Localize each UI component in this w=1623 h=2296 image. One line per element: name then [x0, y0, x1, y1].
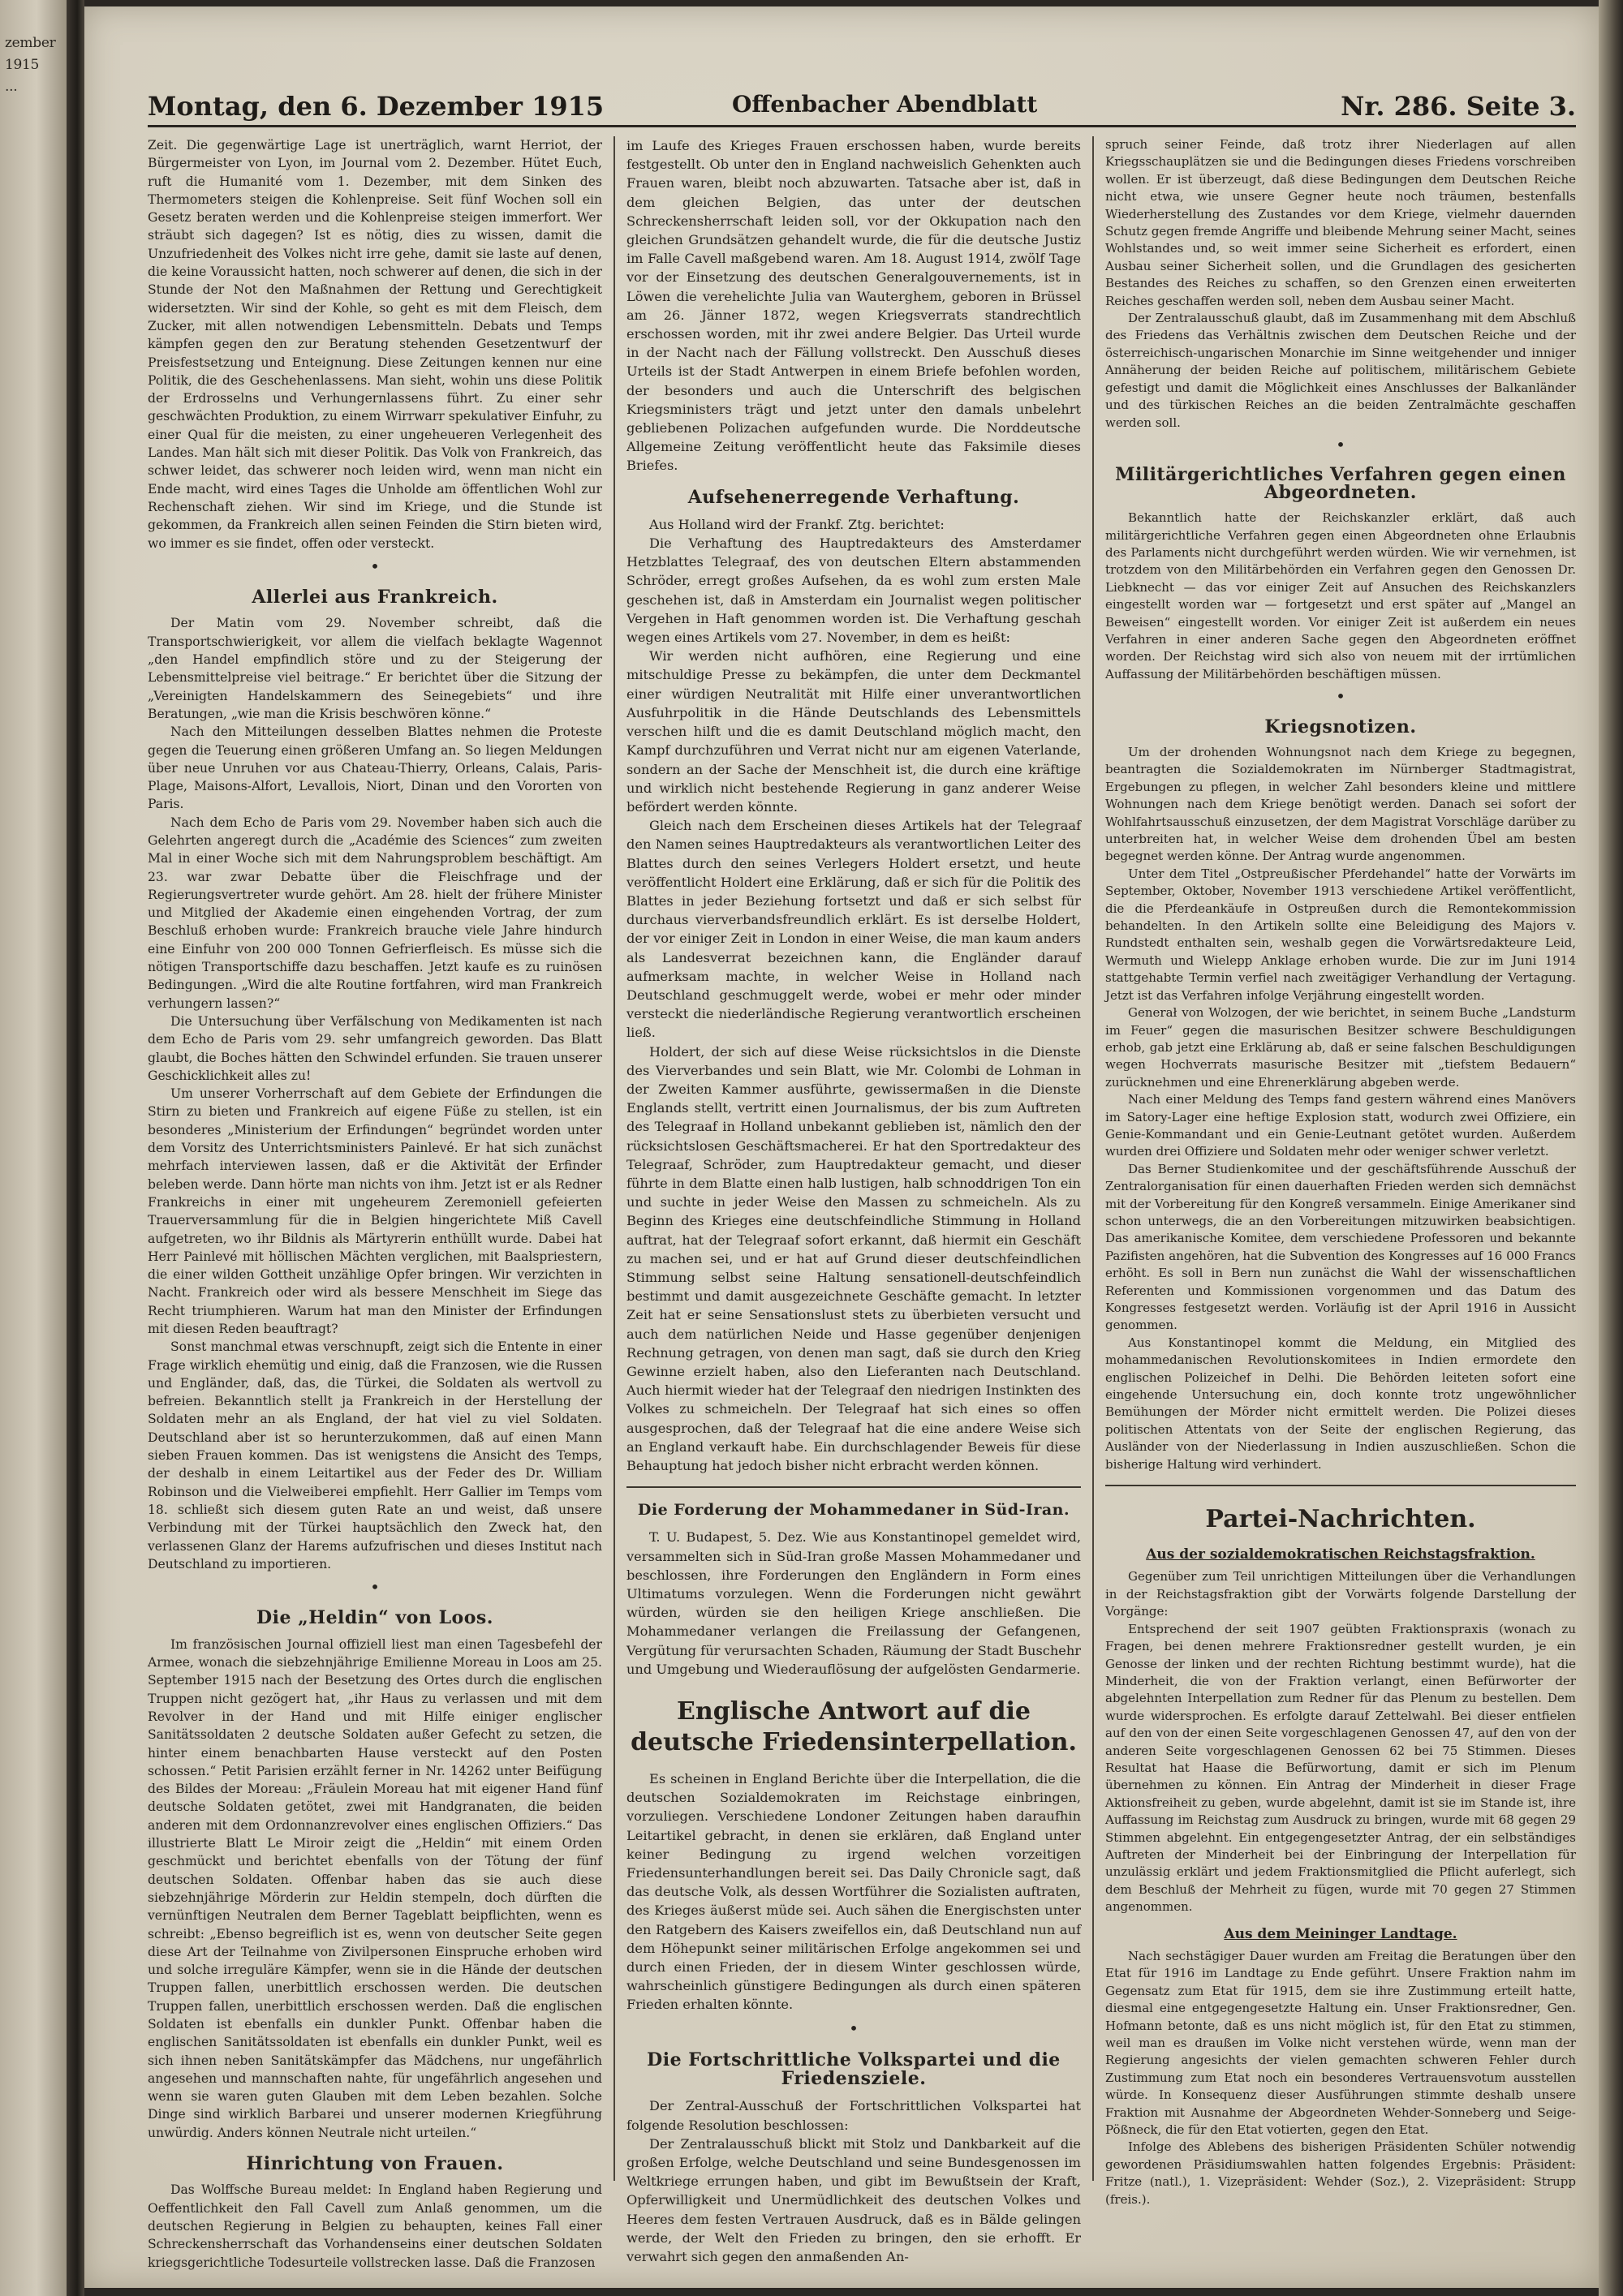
article-paragraph: Nach den Mitteilungen desselben Blattes nehmen die Proteste gegen die Teuerung einen größeren Umfang an. So liegen Meldungen über neue Unruhen vor aus Chateau-Thierry, Orleans, Calais, Paris-Plage, Maisons-Alfort, Levallois, Niort, Dinan und den Vororten von Paris. — [148, 724, 602, 812]
section-divider — [1105, 1485, 1576, 1486]
article-paragraph: Gegenüber zum Teil unrichtigen Mitteilungen über die Verhandlungen in der Reichstagsfraktion gibt der Vorwärts folgende Darstellung der Vorgänge: — [1105, 1569, 1576, 1619]
article-heading: Kriegsnotizen. — [1264, 716, 1417, 737]
article-paragraph: Zeit. Die gegenwärtige Lage ist unerträglich, warnt Herriot, der Bürgermeister von Lyon, im Journal vom 2. Dezember. Hütet Euch, ruft die Humanité vom 1. Dezember, mit dem Sinken des Thermometers steigen die Kohlenpreise. Seit fünf Wochen soll ein Gesetz beraten werden und die Kohlenpreise steigen immerfort. Wer sträubt sich dagegen? Ist es nötig, dies zu wissen, damit die Unzufriedenheit des Volkes nicht irre gehe, damit sie laste auf denen, die keine Voraussicht hatten, noch schwerer auf denen, die sich in der Stunde der Not den Maßnahmen der Rettung und Gerechtigkeit widersetzten. Wir sind der Kohle, so geht es mit dem Fleisch, dem Zucker, mit allen notwendigen Lebensmitteln. Debats und Temps kämpfen gegen den zur Beratung stehenden Gesetzentwurf der Preisfestsetzung und Enteignung. Diese Zeitungen kennen nur eine Politik, die des Geschehenlassens. Man sieht, wohin uns diese Politik der Erdrosselns und Verhungernlassens führt. Zu einer sehr geschwächten Produktion, zu einem Wirrwarr spekulativer Einfuhr, zu einer Qual für die meisten, zu einer ungeheueren Verlegenheit des Landes. Man hält sich mit dieser Politik. Das Volk von Frankreich, das schwer leidet, das schwerer noch leiden wird, wenn man nicht ein Ende macht, wird eines Tages die Unholde am öffentlichen Wohl zur Rechenschaft ziehen. Wir sind im Kriege, und die Stunde ist gekommen, da Frankreich allen seinen Feinden die Stirn bieten wird, wo immer es sie findet, offen oder versteckt. — [148, 138, 602, 551]
article-paragraph: Infolge des Ablebens des bisherigen Präsidenten Schüler notwendig gewordenen Präsidiumswahlen hatten folgendes Ergebnis: Präsident: Fritze (natl.), 1. Vizepräsident: Wehder (Soz.), 2. Vizepräsident: Strupp (freis.). — [1105, 2139, 1576, 2207]
right-page-edge — [1599, 0, 1623, 2296]
article-paragraph: Der Zentralausschuß blickt mit Stolz und Dankbarkeit auf die großen Erfolge, welche Deutschland und seine Bundesgenossen im Weltkriege errungen haben, und gibt im Bewußtsein der Kraft, Opferwilligkeit und Unermüdlichkeit des deutschen Volkes und Heeres dem festen Vertrauen Ausdruck, daß es in Bälde gelingen werde, der Welt den Frieden zu bringen, den sie erhofft. Er verwahrt sich gegen den anmaßenden An- — [626, 2135, 1081, 2264]
article-subheading: Aus dem Meininger Landtage. — [1224, 1925, 1457, 1942]
article-heading: Aufsehenerregende Verhaftung. — [687, 486, 1020, 508]
column-2 — [626, 136, 1081, 2266]
column-1 — [148, 136, 602, 2272]
article-paragraph: Holdert, der sich auf diese Weise rücksichtslos in die Dienste des Vierverbandes und sein Blatt, wie Mr. Colombi de Lohman in der Zweiten Kammer ausführte, gewissermaßen in die Dienste Englands stellt, vertritt einen Journalismus, der bis zum Auftreten des Telegraaf in Holland unbekannt geblieben ist, nämlich den der rücksichtslosen Geschäftsmacherei. Er hat den Sportredakteur des Telegraaf, Schröder, zum Hauptredakteur gemacht, und dieser führte in dem Blatte einen halb lustigen, halb schnoddrigen Ton ein und suchte in jeder Weise den Massen zu schmeicheln. Als zu Beginn des Krieges eine deutschfeindliche Stimmung in Holland auftrat, hat der Telegraaf sofort erkannt, daß hiermit ein Geschäft zu machen sei, und er hat auf Grund dieser deutschfeindlichen Stimmung selbst seine Haltung sensationell-deutschfeindlich bestimmt und damit ausgezeichnete Geschäfte gemacht. In letzter Zeit hat er seine Sensationslust stets zu überbieten versucht und auch dem natürlichen Neide und Hasse gegenüber denjenigen Rechnung getragen, von denen man sagt, daß sie durch den Krieg Gewinne erzielt haben, also den Lieferanten nach Deutschland. Auch hiermit wieder hat der Telegraaf den niedrigen Instinkten des Volkes zu schmeicheln. Der Telegraaf hat sich eines so offen ausgesprochen, daß der Telegraaf hat die eine andere Weise sich an England verkauft habe. Ein durchschlagender Beweis für diese Behauptung hat jedoch bisher nicht erbracht werden können. — [626, 1043, 1081, 1474]
separator-bullet: • — [1336, 686, 1345, 707]
article-paragraph: Es scheinen in England Berichte über die Interpellation, die die deutschen Sozialdemokraten im Reichstage einbringen, vorzuliegen. Verschiedene Londoner Zeitungen haben daraufhin Leitartikel gebracht, in denen sie erklären, daß England unter keiner Bedingung zu irgend welchen vorzeitigen Friedensunterhandlungen bereit sei. Das Daily Chronicle sagt, daß das deutsche Volk, als dessen Wortführer die Sozialisten auftraten, des Krieges äußerst müde sei. Auch sähen die Energischsten unter den Ratgebern des Kaisers zweifellos ein, daß Deutschland nun auf dem Höhepunkt seiner militärischen Erfolge angekommen sei und durch einen Frieden, der in diesem Winter geschlossen würde, wahrscheinlich günstigere Bedingungen als durch einen späteren Frieden erhalten könnte. — [626, 1771, 1081, 2013]
article-paragraph: Um unserer Vorherrschaft auf dem Gebiete der Erfindungen die Stirn zu bieten und Frankreich auf eigene Füße zu stellen, ist ein besonderes „Ministerium der Erfindungen“ begründet worden unter dem Vorsitz des Unterrichtsministers Painlevé. Er hat sich zunächst mehrfach interviewen lassen, daß er die Aktivität der Erfinder beleben werde. Dann hörte man nichts von ihm. Jetzt ist er als Redner Frankreichs in einer mit ungeheurem Zeremoniell gefeierten Trauerversammlung für die in Belgien hingerichtete Miß Cavell aufgetreten, wo ihr Bildnis als Märtyrerin enthüllt wurde. Dabei hat Herr Painlevé mit höllischen Mächten verglichen, mit Baalspriestern, die einer wilden Gottheit unzählige Opfer bringen. Wir verzichten in Nacht. Frankreich oder wird als bessere Menschheit im Siege das Recht triumphieren. Warum hat man den Minister der Erfindungen mit diesen Reden beauftragt? — [148, 1086, 602, 1336]
newspaper-page — [84, 6, 1599, 2288]
article-paragraph: Entsprechend der seit 1907 geübten Fraktionspraxis (wonach zu Fragen, bei denen mehrere Fraktionsredner gestellt wurden, je ein Genosse der linken und der rechten Richtung bestimmt wurde), hat die Minderheit, die von der Fraktion verlangt, einen Befürworter der abgelehnten Interpellation zum Redner für das Plenum zu bestellen. Dem wurde widersprochen. Es erfolgte darauf Zettelwahl. Bei dieser entfielen auf den von der einen Seite vorgeschlagenen Genossen 47, auf den von der anderen Seite vorgeschlagenen Genossen 62 bei 75 Stimmen. Dieses Resultat hat Haase die Befürwortung, damit er sich im Plenum übernehmen zu können. Ein Antrag der Minderheit in dieser Frage Aktionsfreiheit zu geben, wurde abgelehnt, damit ist sie im Stande ist, ihre Auffassung im Reichstag zum Ausdruck zu bringen, wurde mit 68 gegen 29 Stimmen abgelehnt. Ein entgegengesetzter Antrag, der ein selbständiges Auftreten der Minderheit bei der Einbringung der Interpellation für unzulässig erklärt und jedem Fraktionsmitglied die Pflicht auferlegt, sich dem Beschluß der Mehrheit zu fügen, wurde mit 70 gegen 27 Stimmen angenommen. — [1105, 1621, 1576, 1915]
section-divider — [626, 1486, 1081, 1488]
column-rule-1 — [613, 136, 615, 2181]
article-paragraph: Generał von Wolzogen, der wie berichtet, in seinem Buche „Landsturm im Feuer“ gegen die masurischen Besitzer schwere Beschuldigungen erhob, gab jetzt eine Erklärung ab, daß er seine falschen Beschuldigungen wegen Hochverrats masurische Besitzer mit „tiefstem Bedauern“ zurücknehmen und eine Ehrenerklärung abgeben werde. — [1105, 1005, 1576, 1090]
article-paragraph: Nach einer Meldung des Temps fand gestern während eines Manövers im Satory-Lager eine heftige Explosion statt, wodurch zwei Offiziere, ein Genie-Kommandant und ein Genie-Leutnant getötet wurden. Außerdem wurden drei Offiziere und Soldaten mehr oder weniger schwer verletzt. — [1105, 1092, 1576, 1159]
article-paragraph: Nach sechstägiger Dauer wurden am Freitag die Beratungen über den Etat für 1916 im Landtage zu Ende geführt. Unsere Fraktion nahm im Gegensatz zum Etat für 1915, dem sie ihre Zustimmung erteilt hatte, diesmal eine entgegengesetzte Haltung ein. Unser Fraktionsredner, Gen. Hofmann betonte, daß es uns nicht möglich ist, für den Etat zu stimmen, weil man es draußen im Volke nicht verstehen würde, wenn man der Regierung angesichts der vielen gemachten schweren Fehler durch Zustimmung zum Etat noch ein besonderes Vertrauensvotum ausstellen würde. In Konsequenz dieser Ausführungen stimmte deshalb unsere Fraktion mit Ausnahme der Abgeordneten Wehder-Sonneberg und Seige-Pößneck, die für den Etat votierten, gegen den Etat. — [1105, 1949, 1576, 2138]
previous-page-edge — [0, 0, 67, 2296]
article-paragraph: Aus Konstantinopel kommt die Meldung, ein Mitglied des mohammedanischen Revolutionskomitees in Indien ermordete den englischen Polizeichef in Delhi. Die Behörden leiteten sofort eine eingehende Untersuchung ein, doch konnte trotz ungewöhnlicher Bemühungen der Mörder nicht ermittelt werden. Die Polizei dieses politischen Attentats von der Seite der englischen Regierung, das Ausländer von der Niederlassung in Indien auszuschließen. Schon die bisherige Haltung wird verhindert. — [1105, 1335, 1576, 1472]
article-paragraph: Gleich nach dem Erscheinen dieses Artikels hat der Telegraaf den Namen seines Hauptredakteurs als verantwortlichen Leiter des Blattes durch den seines Verlegers Holdert ersetzt, und heute veröffentlicht Holdert eine Erklärung, daß er sich für die Politik des Blattes in jeder Beziehung fortsetzt und daß er sich selbst für durchaus vierverbandsfreundlich erklärt. Es ist derselbe Holdert, der vor einiger Zeit in London in einer Weise, die man kaum anders als Landesverrat bezeichnen kann, die Engländer darauf aufmerksam machte, in welcher Weise in Holland nach Deutschland geschmuggelt werde, wobei er mehr oder minder versteckt die niederländische Regierung verantwortlich erscheinen ließ. — [626, 818, 1081, 1041]
column-3 — [1105, 136, 1576, 2208]
previous-page-fragment: zember 1915 ... — [5, 35, 56, 95]
article-paragraph: Nach dem Echo de Paris vom 29. November haben sich auch die Gelehrten angeregt durch die „Académie des Sciences“ zum zweiten Mal in einer Woche sich mit dem Nahrungsproblem beschäftigt. Am 23. war zwar Debatte über die Fleischfrage und der Regierungsvertreter wurde gehört. Am 28. hielt der frühere Minister und Mitglied der Akademie einen eingehenden Vortrag, der zum Beschluß erhoben wurde: Frankreich brauche viele Jahre hindurch eine Einfuhr von 200 000 Tonnen Gefrierfleisch. Es müsse sich die nötigen Transportschiffe dazu beschaffen. Jetzt kaufe es zu ruinösen Bedingungen. „Wird die alte Routine fortfahren, wird man Frankreich verhungern lassen?“ — [148, 815, 602, 1011]
separator-bullet: • — [370, 556, 380, 576]
article-heading: Die Fortschrittliche Volkspartei und die Friedensziele. — [647, 2049, 1061, 2090]
article-paragraph: Sonst manchmal etwas verschnupft, zeigt sich die Entente in einer Frage wirklich ehemütig und einig, daß die Franzosen, wie die Russen und Engländer, daß, das, die Türkei, die Soldaten als wertvoll zu befreien. Bekanntlich stellt ja Frankreich in der Herstellung der Soldaten mehr an als England, der hat viel zu viel Soldaten. Deutschland aber ist so herunterzukommen, daß auf einen Mann sieben Frauen kommen. Das ist wenigstens die Ansicht des Temps, der deshalb in einem Leitartikel aus der Feder des Dr. William Robinson und die Vielweiberei empfiehlt. Herr Gallier im Temps vom 18. schließt sich diesem guten Rate an und weist, daß unsere Verbindung mit der Türkei hauptsächlich den Zweck hat, den verlassenen Glanz der Harems aufzufrischen und dieses Institut nach Deutschland zu importieren. — [148, 1339, 602, 1572]
article-paragraph: im Laufe des Krieges Frauen erschossen haben, wurde bereits festgestellt. Ob unter den in England nachweislich Gehenkten auch Frauen waren, bleibt noch abzuwarten. Tatsache aber ist, daß in dem gleichen Belgien, das unter der deutschen Schreckensherrschaft leiden soll, vor der Okkupation nach den gleichen Grundsätzen gehandelt wurde, die für die deutsche Justiz im Falle Cavell maßgebend waren. Am 18. August 1914, zwölf Tage vor der Einsetzung des deutschen Generalgouvernements, ist in Löwen die verehelichte Julia van Wauterghem, geboren in Brüssel am 26. Jänner 1872, wegen Kriegsverrats standrechtlich erschossen worden, mit ihr zwei andere Belgier. Das Urteil wurde in der Nacht nach der Fällung vollstreckt. Den Ausschuß dieses Urteils ist der Stadt Antwerpen in einem Briefe befohlen worden, der besonders und auch die Unterschrift des belgischen Kriegsministers trägt und jetzt unter den damals unbelehrt gebliebenen Polizachen aufgefunden wurde. Die Norddeutsche Allgemeine Zeitung veröffentlicht heute das Faksimile dieses Briefes. — [626, 138, 1081, 474]
article-heading: Die „Heldin“ von Loos. — [256, 1607, 493, 1629]
article-paragraph: Das Wolffsche Bureau meldet: In England haben Regierung und Oeffentlichkeit den Fall Cavell zum Anlaß genommen, um die deutschen Regierung in Belgien zu behaupten, keines Fall einer Schreckensherrschaft das Vorhandenseins einer deutschen Soldaten kriegsgerichtliche Todesurteile vollstrecken lasse. Daß die Franzosen — [148, 2182, 602, 2270]
masthead-date: Montag, den 6. Dezember 1915 — [148, 91, 605, 122]
article-subheading: Aus der sozialdemokratischen Reichstagsfraktion. — [1146, 1546, 1535, 1563]
article-heading-large: Partei-Nachrichten. — [1205, 1505, 1476, 1534]
article-heading: Hinrichtung von Frauen. — [246, 2153, 504, 2175]
binding-gutter — [67, 0, 84, 2296]
article-paragraph: Das Berner Studienkomitee und der geschäftsführende Ausschuß der Zentralorganisation für einen dauerhaften Frieden werden sich demnächst mit der Vorbereitung für den Kongreß versammeln. Einige Amerikaner sind schon unterwegs, die an den Vorbereitungen mitzuwirken beabsichtigen. Das amerikanische Komitee, dem verschiedene Professoren und bekannte Pazifisten angehören, hat die Subvention des Kongresses auf 16 000 Francs erhöht. Es soll in Bern nun zunächst die Wahl der wissenschaftlichen Referenten und Kommissionen vorgenommen und das Datum des Kongresses festgesetzt werden. Vorläufig ist der April 1916 in Aussicht genommen. — [1105, 1161, 1576, 1333]
separator-bullet: • — [849, 2018, 859, 2038]
article-heading: Die Forderung der Mohammedaner in Süd-Iran. — [637, 1501, 1070, 1520]
article-paragraph: Um der drohenden Wohnungsnot nach dem Kriege zu begegnen, beantragten die Sozialdemokraten im Nürnberger Stadtmagistrat, Ergebungen zu pflegen, in welcher Zahl besonders kleine und mittlere Wohnungen nach dem Kriege benötigt werden. Danach sei sofort der Wohlfahrtsausschuß einzusetzen, der dem Magistrat Vorschläge darüber zu unterbreiten hat, in welcher Weise dem drohenden Übel am besten begegnet werden könne. Der Antrag wurde angenommen. — [1105, 745, 1576, 864]
article-paragraph: Bekanntlich hatte der Reichskanzler erklärt, daß auch militärgerichtliche Verfahren gegen einen Abgeordneten ohne Erlaubnis des Parlaments nicht durchgeführt werden würden. Wie wir vernehmen, ist trotzdem von den Militärbehörden ein Verfahren gegen den Genossen Dr. Liebknecht — das vor einiger Zeit auf Ansuchen des Reichskanzlers eingestellt worden war — fortgesetzt und erst später auf „Mangel an Beweisen“ eingestellt worden. Vor einiger Zeit ist außerdem ein neues Verfahren in einer anderen Sache gegen den Abgeordneten eröffnet worden. Der Reichstag wird sich also von neuem mit der irrtümlichen Auffassung der Militärbehörden beschäftigen müssen. — [1105, 510, 1576, 681]
masthead — [148, 86, 1576, 127]
article-paragraph: Die Verhaftung des Hauptredakteurs des Amsterdamer Hetzblattes Telegraaf, des von deutschen Eltern abstammenden Schröder, erregt großes Aufsehen, da es wohl zum ersten Male geschehen ist, daß in Amsterdam ein Journalist wegen politischer Vergehen in Haft genommen worden ist. Die Verhaftung geschah wegen eines Artikels vom 27. November, in dem es heißt: — [626, 535, 1081, 646]
article-heading-large: Englische Antwort auf die deutsche Friedensinterpellation. — [631, 1697, 1077, 1757]
article-paragraph: Der Zentral-Ausschuß der Fortschrittlichen Volkspartei hat folgende Resolution beschlossen: — [626, 2098, 1081, 2133]
article-paragraph: Im französischen Journal offiziell liest man einen Tagesbefehl der Armee, wonach die siebzehnjährige Emilienne Moreau in Loos am 25. September 1915 nach der Besetzung des Ortes durch die englischen Truppen nicht gezögert hat, „ihr Haus zu verlassen und mit dem Revolver in der Hand und mit Hilfe einiger englischer Sanitätssoldaten 2 deutsche Soldaten außer Gefecht zu setzen, die hinter einem benachbarten Hause versteckt auf den Posten schossen.“ Petit Parisien erzählt ferner in Nr. 14262 unter Beifügung des Bildes der Moreau: „Fräulein Moreau hat mit eigener Hand fünf deutsche Soldaten getötet, zwei mit Handgranaten, die beiden anderen mit dem Ordonnanzrevolver eines englischen Offiziers.“ Das illustrierte Blatt Le Miroir zeigt die „Heldin“ mit einem Orden geschmückt und berichtet ebenfalls von der Tötung der fünf deutschen Soldaten. Offenbar haben das sie auch diese siebzehnjährige Mörderin zur Heldin stempeln, doch dürften die vernünftigen Neutralen dem Berner Tageblatt beipflichten, wenn es schreibt: „Ebenso begreiflich ist es, wenn von deutscher Seite gegen diese Art der Teilnahme von Zivilpersonen Einspruche erhoben wird und solche irreguläre Kämpfer, wenn sie in die Hände der deutschen Truppen fallen, unerbittlich erschossen werden. Die deutschen Truppen fallen, unerbittlich erschossen werden. Daß die englischen Soldaten ist ebenfalls ein dunkler Punkt. Offenbar haben die englischen Sanitätssoldaten ist ebenfalls ein dunkler Punkt, weil es sich ihnen neben Sanitätskämpfer das Mädchens, nur ungefährlich angesehen und mannschaften nahte, für ungefährlich angesehen und wenn sie waren guten Glauben mit dem Leben bezahlen. Solche Dinge sind wirklich Barbarei und unserer modernen Kriegführung unwürdig. Anders können Neutrale nicht urteilen.“ — [148, 1636, 602, 2140]
article-heading: Allerlei aus Frankreich. — [252, 587, 498, 608]
article-paragraph: Der Zentralausschuß glaubt, daß im Zusammenhang mit dem Abschluß des Friedens das Verhältnis zwischen dem Deutschen Reiche und der österreichisch-ungarischen Monarchie im Sinne weitgehender und inniger Annäherung der beiden Reiche auf politischem, militärischem Gebiete gefestigt und damit die Möglichkeit eines Anschlusses der Balkanländer und des türkischen Reiches an die beiden Zentralmächte geschaffen werden soll. — [1105, 311, 1576, 430]
separator-bullet: • — [370, 1577, 380, 1597]
article-paragraph: Aus Holland wird der Frankf. Ztg. berichtet: — [649, 516, 945, 532]
column-rule-2 — [1092, 136, 1094, 2181]
article-paragraph: spruch seiner Feinde, daß trotz ihrer Niederlagen auf allen Kriegsschauplätzen sie und die Bedingungen dieses Friedens vorschreiben wollen. Er ist überzeugt, daß diese Bedingungen dem Deutschen Reiche nicht etwa, wie unsere Gegner heute noch träumen, bestenfalls Wiederherstellung des Zustandes vor dem Kriege, vielmehr dauernden Schutz gegen fremde Angriffe und bleibende Mehrung seiner Macht, seines Wohlstandes und, so weit immer seine Sicherheit es erfordert, einen Ausbau seiner Sicherheit sollen, und die Grundlagen des gesicherten Bestandes des Reiches zu schaffen, so den Grenzen einen erweiterten Reiches geschaffen werden soll, neben dem Ausbau seiner Macht. — [1105, 137, 1576, 308]
article-paragraph: Der Matin vom 29. November schreibt, daß die Transportschwierigkeit, vor allem die vielfach beklagte Wagennot „den Handel empfindlich störe und zu der Steigerung der Lebensmittelpreise viel beitrage.“ Er berichtet über die Sitzung der „Vereinigten Handelskammern des Seinegebiets“ und ihre Beratungen, „wie man die Krisis beschwören könne.“ — [148, 616, 602, 721]
article-paragraph: Wir werden nicht aufhören, eine Regierung und eine mitschuldige Presse zu bekämpfen, die unter dem Deckmantel einer würdigen Neutralität mit Hilfe einer unverantwortlichen Ausfuhrpolitik in die Hände Deutschlands des Lebensmittels verschen hilft und die es damit Deutschland möglich macht, den Kampf durchzuführen und Verrat nicht nur am eigenen Vaterlande, sondern an der Sache der Menschheit ist, die durch eine kräftige und wirklich nicht bestehende Regierung in ganz anderer Weise befördert werden könnte. — [626, 648, 1081, 815]
article-paragraph: Die Untersuchung über Verfälschung von Medikamenten ist nach dem Echo de Paris vom 29. sehr umfangreich geworden. Das Blatt glaubt, die Boches hätten den Schwindel erfunden. Sie trauen unserer Geschicklichkeit alles zu! — [148, 1013, 602, 1083]
masthead-issue: Nr. 286. Seite 3. — [1341, 91, 1576, 122]
separator-bullet: • — [1336, 434, 1345, 454]
article-paragraph: Unter dem Titel „Ostpreußischer Pferdehandel“ hatte der Vorwärts im September, Oktober, November 1913 verschiedene Artikel veröffentlicht, die die Pferdeankäufe in Ostpreußen durch die Remontekommission behandelten. In den Artikeln sollte eine Beleidigung des Majors v. Rundstedt enthalten sein, weshalb gegen die Vorwärtsredakteure Leid, Wermuth und Wielepp Anklage erhoben wurde. Die zur im Juni 1914 stattgehabte Termin verfiel nach zweitägiger Verhandlung der Vertagung. Jetzt ist das Verfahren infolge Verjährung eingestellt worden. — [1105, 866, 1576, 1003]
article-paragraph: T. U. Budapest, 5. Dez. Wie aus Konstantinopel gemeldet wird, versammelten sich in Süd-Iran große Massen Mohammedaner und beschlossen, ihre Forderungen den Engländern in Form eines Ultimatums vorzulegen. Wenn die Forderungen nicht gewährt würden, würden sie den heiligen Kriege anschließen. Die Mohammedaner verlangen die Freilassung der Gefangenen, Vergütung für verursachten Schaden, Räumung der Stadt Buschehr und Umgebung und Wiederauflösung der aufgelösten Gendarmerie. — [626, 1529, 1081, 1677]
article-heading: Militärgerichtliches Verfahren gegen einen Abgeordneten. — [1115, 464, 1566, 503]
masthead-title: Offenbacher Abendblatt — [732, 91, 1038, 118]
